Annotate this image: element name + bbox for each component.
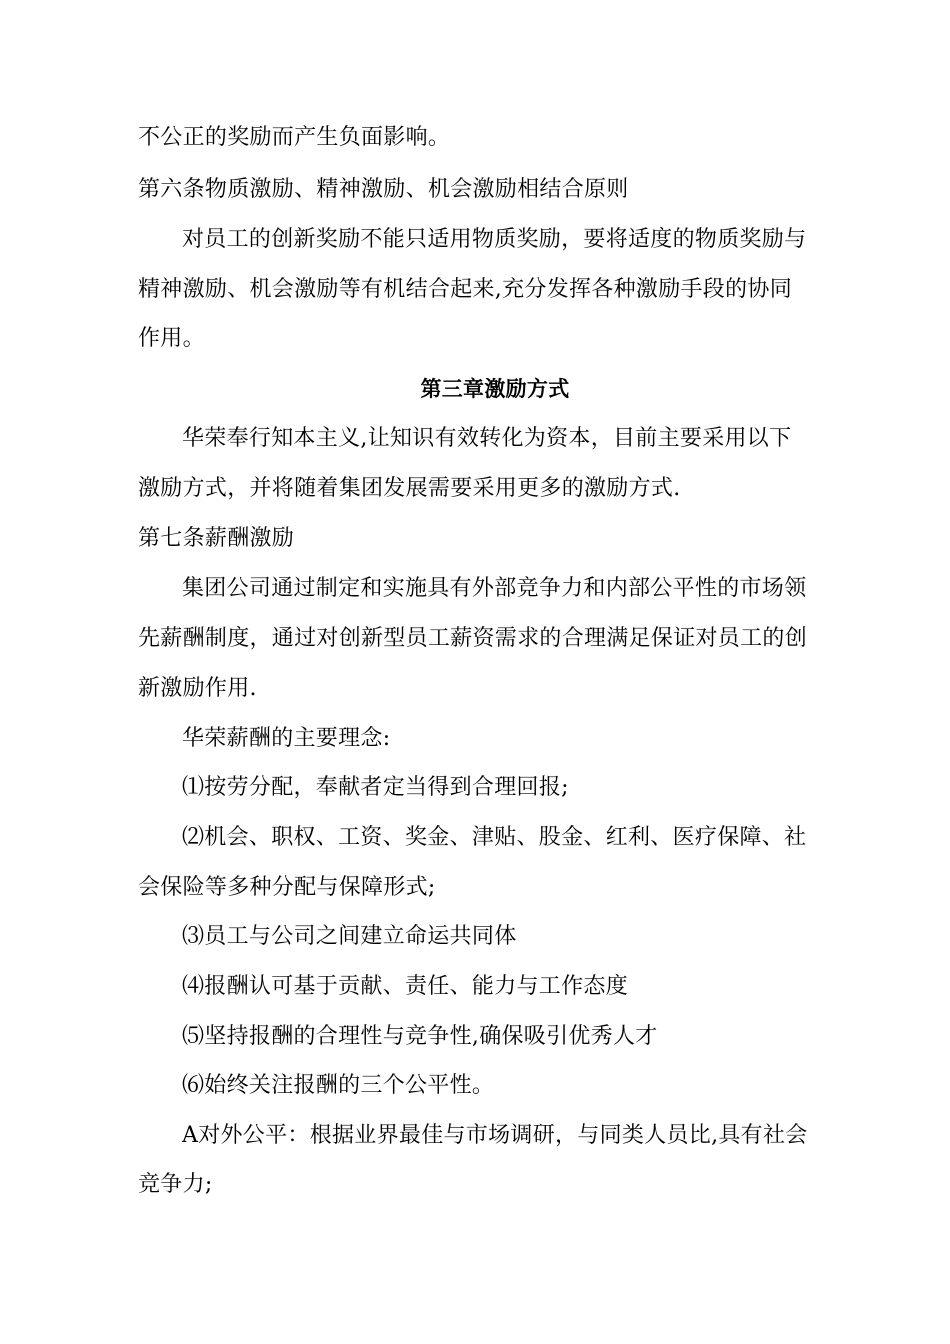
- paragraph-line: 激励方式，并将随着集团发展需要采用更多的激励方式.: [138, 476, 681, 501]
- paragraph-line: 新激励作用.: [138, 676, 257, 701]
- paragraph-line: 精神激励、机会激励等有机结合起来,充分发挥各种激励手段的协同: [138, 277, 792, 302]
- article-heading: 第六条物质激励、精神激励、机会激励相结合原则: [138, 177, 629, 202]
- list-item: ⑶员工与公司之间建立命运共同体: [182, 924, 517, 949]
- chapter-heading: [0, 374, 950, 404]
- paragraph-line: 竞争力;: [138, 1172, 213, 1197]
- paragraph-line: 华荣奉行知本主义,让知识有效转化为资本，目前主要采用以下: [182, 426, 792, 451]
- list-item: ⑷报酬认可基于贡献、责任、能力与工作态度: [182, 974, 629, 999]
- list-item: ⑵机会、职权、工资、奖金、津贴、股金、红利、医疗保障、社: [182, 825, 807, 850]
- paragraph-line: 华荣薪酬的主要理念:: [182, 726, 391, 751]
- paragraph-line: A对外公平：根据业界最佳与市场调研，与同类人员比,具有社会: [182, 1123, 808, 1148]
- list-item: ⑹始终关注报酬的三个公平性。: [182, 1073, 495, 1098]
- paragraph-line: 会保险等多种分配与保障形式;: [138, 875, 436, 900]
- paragraph-line: 对员工的创新奖励不能只适用物质奖励，要将适度的物质奖励与: [182, 227, 807, 252]
- paragraph-line: 集团公司通过制定和实施具有外部竞争力和内部公平性的市场领: [182, 576, 807, 601]
- paragraph-line: 作用。: [138, 326, 205, 351]
- list-item: ⑴按劳分配，奉献者定当得到合理回报;: [182, 775, 569, 800]
- chapter-heading-text: 第三章激励方式: [420, 377, 570, 401]
- paragraph-line: 不公正的奖励而产生负面影响。: [138, 125, 451, 150]
- list-item: ⑸坚持报酬的合理性与竞争性,确保吸引优秀人才: [182, 1024, 658, 1049]
- paragraph-line: 先薪酬制度，通过对创新型员工薪资需求的合理满足保证对员工的创: [138, 626, 808, 651]
- article-heading: 第七条薪酬激励: [138, 526, 295, 551]
